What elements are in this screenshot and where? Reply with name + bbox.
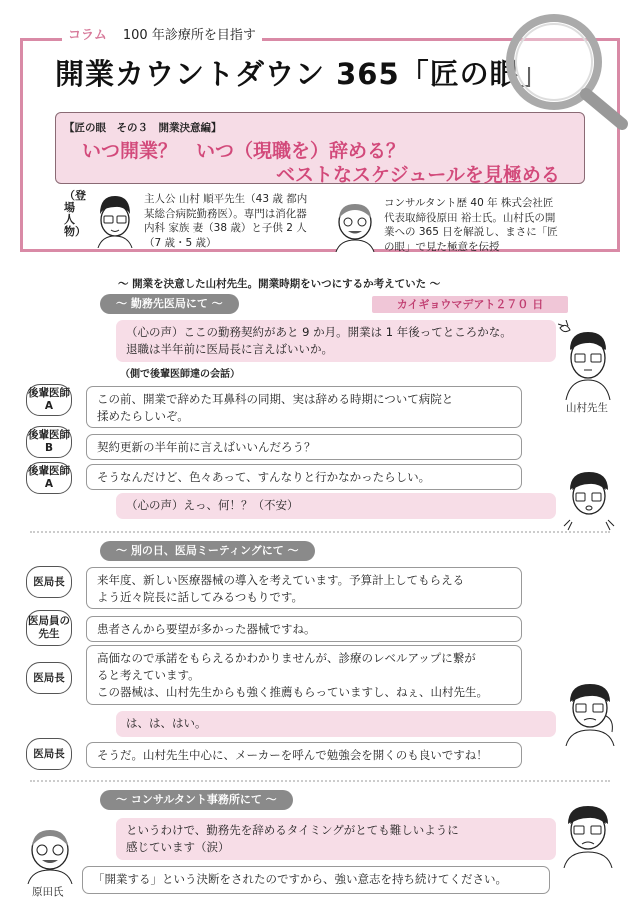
chief-line-3: そうだ。山村先生中心に、メーカーを呼んで勉強会を開くのも良いですね！ bbox=[86, 742, 522, 768]
cast-label: （登場人物） bbox=[64, 189, 86, 238]
junior-a-line-2: そうなんだけど、色々あって、すんなりと行かなかったらしい。 bbox=[86, 464, 522, 490]
magnifier-icon bbox=[494, 0, 634, 130]
scene-title-3: ～ コンサルタント事務所にて ～ bbox=[100, 790, 293, 810]
column-subtitle: 100 年診療所を目指す bbox=[122, 28, 256, 43]
speaker-junior-a: 後輩医師 A bbox=[26, 384, 72, 416]
speaker-junior-b: 後輩医師 B bbox=[26, 426, 72, 458]
junior-a-line-1: この前、開業で辞めた耳鼻科の同期、実は辞める時期について病院と 揉めたらしいぞ。 bbox=[86, 386, 522, 428]
harada-description: コンサルタント歴 40 年 株式会社匠 代表取締役原田 裕士氏。山村氏の開 業への 365 日を解説し、まさに「匠 の眼」で見た極意を伝授 bbox=[384, 197, 558, 253]
intro-text: ～ 開業を決意した山村先生。開業時期をいつにするか考えていた ～ bbox=[118, 278, 441, 290]
harada-caption: 原田氏 bbox=[32, 886, 64, 898]
harada-line: 「開業する」という決断をされたのですから、強い意志を持ち続けてください。 bbox=[82, 866, 550, 894]
headline-line-2: ベストなスケジュールを見極める bbox=[276, 164, 560, 186]
harada-smiling-avatar bbox=[22, 822, 78, 884]
column-label: コラム bbox=[68, 28, 107, 43]
scene-title-1: ～ 勤務先医局にて ～ bbox=[100, 294, 239, 314]
countdown-badge: カイギョウマデアト２７０ 日 bbox=[372, 296, 568, 313]
section-divider-2 bbox=[30, 780, 610, 782]
yamamura-thought-1: （心の声）ここの勤務契約があと 9 か月。開業は 1 年後ってところかな。 退職は半年前に医局長に言えばいいか。 bbox=[116, 320, 556, 362]
harada-avatar bbox=[332, 196, 378, 252]
section-divider-1 bbox=[30, 531, 610, 533]
yamamura-caption: 山村先生 bbox=[566, 402, 608, 414]
junior-b-line: 契約更新の半年前に言えばいいんだろう？ bbox=[86, 434, 522, 460]
chief-line-2: 高価なので承諾をもらえるかわかりませんが、診療のレベルアップに繋が ると考えています。 この器械は、山村先生からも強く推薦もらっていますし、ねぇ、山村先生。 bbox=[86, 645, 522, 705]
yamamura-anxious-avatar bbox=[560, 466, 618, 534]
yamamura-reply: は、は、はい。 bbox=[116, 711, 556, 737]
scene-title-2: ～ 別の日、医局ミーティングにて ～ bbox=[100, 541, 315, 561]
staff-line: 患者さんから要望が多かった器械ですね。 bbox=[86, 616, 522, 642]
yamamura-description: 主人公 山村 順平先生（43 歳 都内 某総合病院勤務医）。専門は消化器 内科 家族 妻（38 歳）と子供 2 人 （7 歳・5 歳） bbox=[144, 193, 308, 249]
speaker-chief: 医局長 bbox=[26, 566, 72, 598]
yamamura-thought-2: （心の声）えっ、何！？（不安） bbox=[116, 493, 556, 519]
headline-line-1: いつ開業？ いつ（現職を）辞める？ bbox=[82, 140, 406, 162]
speaker-staff: 医局員の先生 bbox=[26, 610, 72, 646]
column-tab bbox=[62, 24, 262, 48]
speaker-chief-2: 医局長 bbox=[26, 662, 72, 694]
speaker-junior-a-2: 後輩医師 A bbox=[26, 462, 72, 494]
side-conversation-note: （側で後輩医師達の会話） bbox=[120, 369, 240, 380]
series-label: 【匠の眼 その３ 開業決意編】 bbox=[64, 122, 222, 134]
page-title: 開業カウントダウン 365「匠の眼」 bbox=[55, 57, 550, 91]
chief-line-1: 来年度、新しい医療器械の導入を考えています。予算計上してもらえる よう近々院長に話してみるつもりです。 bbox=[86, 567, 522, 609]
yamamura-avatar bbox=[92, 192, 138, 248]
speaker-chief-3: 医局長 bbox=[26, 738, 72, 770]
yamamura-consult-line: というわけで、勤務先を辞めるタイミングがとても難しいように 感じています（涙） bbox=[116, 818, 556, 860]
yamamura-worried-avatar bbox=[558, 320, 618, 400]
yamamura-sad-avatar bbox=[558, 798, 618, 868]
yamamura-embarrassed-avatar bbox=[560, 676, 620, 746]
